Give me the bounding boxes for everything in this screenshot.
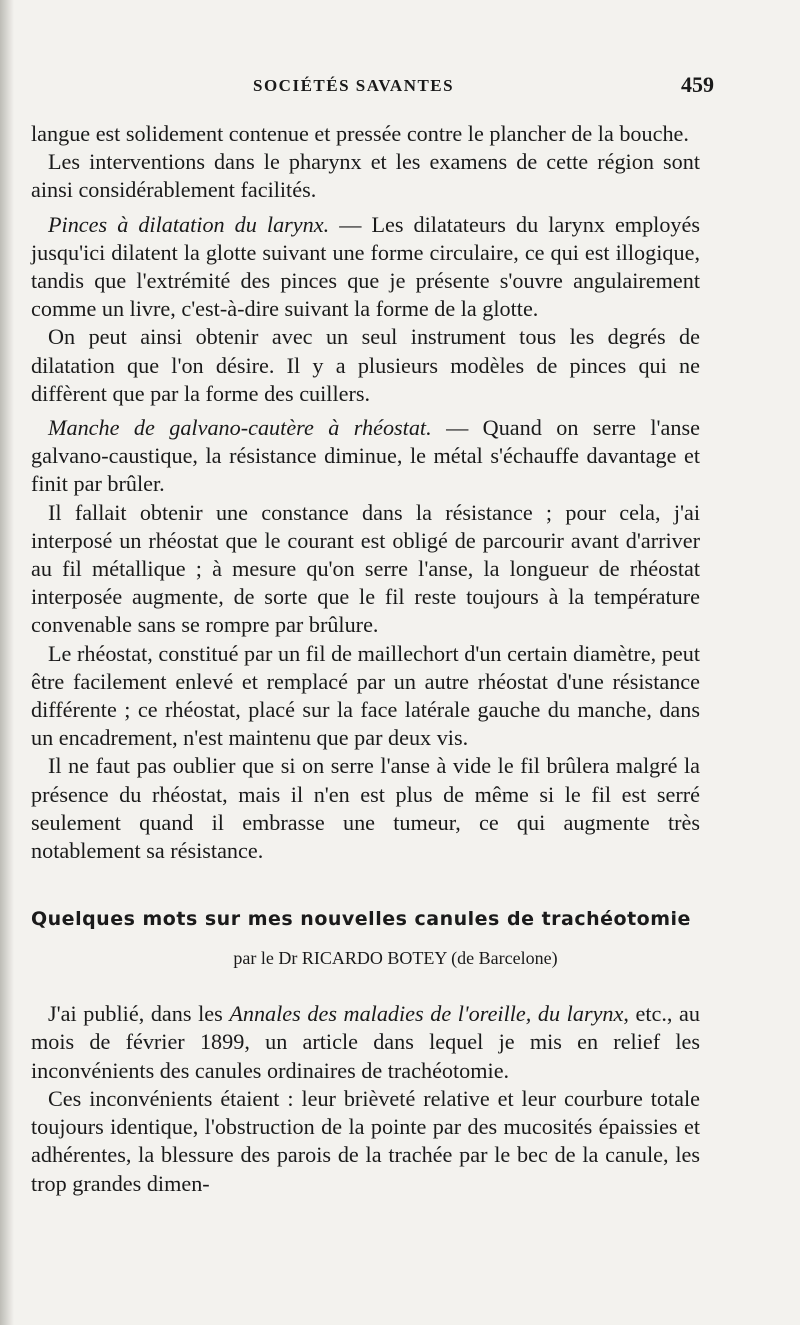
paragraph-text: On peut ainsi obtenir avec un seul instrument tous les degrés de dilatation que l'on désire. Il y a plusieurs modèles de pinces qui ne diffèrent que par la forme des cuillers. <box>31 324 700 406</box>
paragraph-text: Il fallait obtenir une constance dans la résistance ; pour cela, j'ai interposé un rhéostat que le courant est obligé de parcourir avant d'arriver au fil métallique ; à mesure qu'on serre l'anse, la longueur de rhéostat interposée augmente, de sorte que le fil reste toujours à la température convenable sans se rompre par brûlure. <box>31 499 700 638</box>
paragraph <box>31 414 700 499</box>
paragraph-text: J'ai publié, dans les <box>48 1001 230 1027</box>
page-number: 459 <box>681 72 714 97</box>
section-body <box>31 1000 700 1197</box>
body-text <box>31 120 700 865</box>
paragraph-text: — Les dilatateurs du larynx employés jusqu'ici dilatent la glotte suivant une forme circulaire, ce qui est illogique, tandis que l'extrémité des pinces que je présente s'ouvre angulairement comme un livre, c'est-à-dire suivant la forme de la glotte. <box>31 211 700 322</box>
paragraph <box>31 211 700 324</box>
paragraph-text: Il ne faut pas oublier que si on serre l'anse à vide le fil brûlera malgré la présence du rhéostat, mais il n'en est plus de même si le fil est serré seulement quand il embrasse une tumeur, ce qui augmente très notablement sa résistance. <box>31 753 700 864</box>
journal-title: Annales des maladies de l'oreille, du larynx <box>229 1001 624 1027</box>
paragraph-heading: Pinces à dilatation du larynx. <box>48 211 330 237</box>
paragraph <box>31 499 700 640</box>
paragraph-text: — Quand on serre l'anse galvano-caustique, la résistance diminue, le métal s'échauffe davantage et finit par brûler. <box>31 415 700 497</box>
paragraph <box>31 120 700 148</box>
author-byline: par le Dr RICARDO BOTEY (de Barcelone) <box>233 948 558 969</box>
running-header <box>31 72 714 106</box>
paragraph <box>31 640 700 753</box>
paragraph-text: , etc., au mois de février 1899, un article dans lequel je mis en relief les inconvénients des canules ordinaires de trachéotomie. <box>31 1001 700 1083</box>
paragraph-text: langue est solidement contenue et pressée contre le plancher de la bouche. <box>31 121 689 146</box>
paragraph <box>31 323 700 408</box>
paragraph-heading: Manche de galvano-cautère à rhéostat. <box>48 415 432 441</box>
paragraph-text: Ces inconvénients étaient : leur brièveté relative et leur courbure totale toujours identique, l'obstruction de la pointe par des mucosités épaissies et adhérentes, la blessure des parois de la trachée par le bec de la canule, les trop grandes dimen- <box>31 1085 700 1196</box>
paragraph <box>31 752 700 865</box>
paragraph-text: Le rhéostat, constitué par un fil de maillechort d'un certain diamètre, peut être facilement enlevé et remplacé par un autre rhéostat d'une résistance différente ; ce rhéostat, placé sur la face latérale gauche du manche, dans un encadrement, n'est maintenu que par deux vis. <box>31 640 700 751</box>
running-title: SOCIÉTÉS SAVANTES <box>253 76 455 95</box>
paragraph <box>31 1085 700 1198</box>
section-title: Quelques mots sur mes nouvelles canules de trachéotomie <box>31 908 691 931</box>
paragraph <box>31 148 700 204</box>
paragraph-text: Les interventions dans le pharynx et les examens de cette région sont ainsi considérablement facilités. <box>31 149 700 203</box>
paragraph <box>31 1000 700 1085</box>
